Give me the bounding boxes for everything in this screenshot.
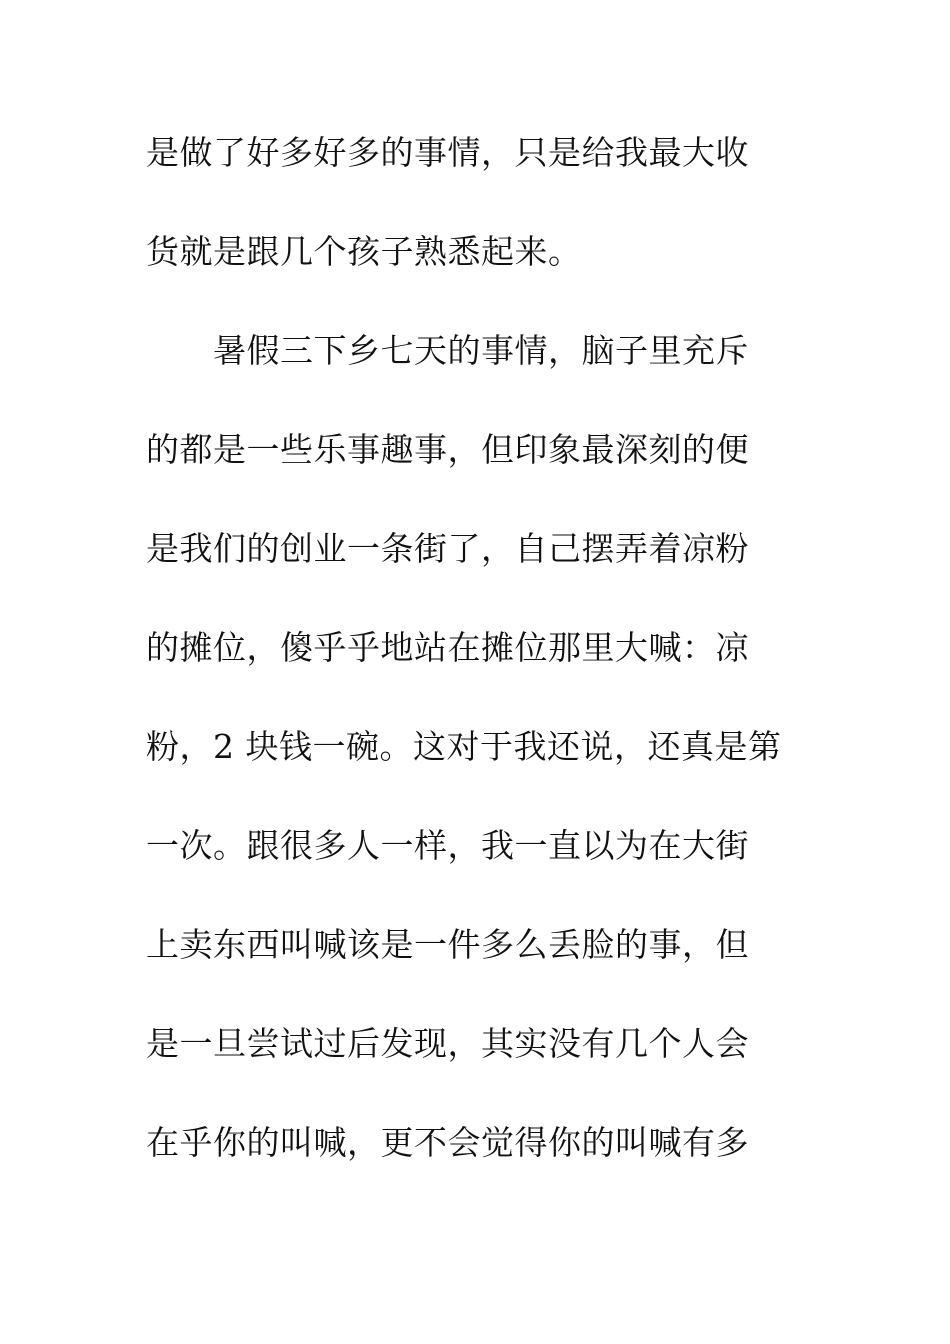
text-line: 是我们的创业一条街了，自己摆弄着凉粉 [146, 529, 749, 568]
text-line: 是一旦尝试过后发现，其实没有几个人会 [146, 1024, 749, 1063]
text-line: 的摊位，傻乎乎地站在摊位那里大喊：凉 [146, 628, 749, 667]
text-line: 货就是跟几个孩子熟悉起来。 [146, 232, 582, 271]
body-text [146, 128, 846, 1217]
text-line: 一次。跟很多人一样，我一直以为在大街 [146, 826, 749, 865]
text-line: 的都是一些乐事趣事，但印象最深刻的便 [146, 430, 749, 469]
text-line: 上卖东西叫喊该是一件多么丢脸的事，但 [146, 925, 749, 964]
text-line: 是做了好多好多的事情，只是给我最大收 [146, 133, 749, 172]
text-line: 粉，2 块钱一碗。这对于我还说，还真是第 [146, 727, 782, 766]
paragraph-start-line: 暑假三下乡七天的事情，脑子里充斥 [146, 331, 749, 370]
text-line: 在乎你的叫喊，更不会觉得你的叫喊有多 [146, 1123, 749, 1162]
